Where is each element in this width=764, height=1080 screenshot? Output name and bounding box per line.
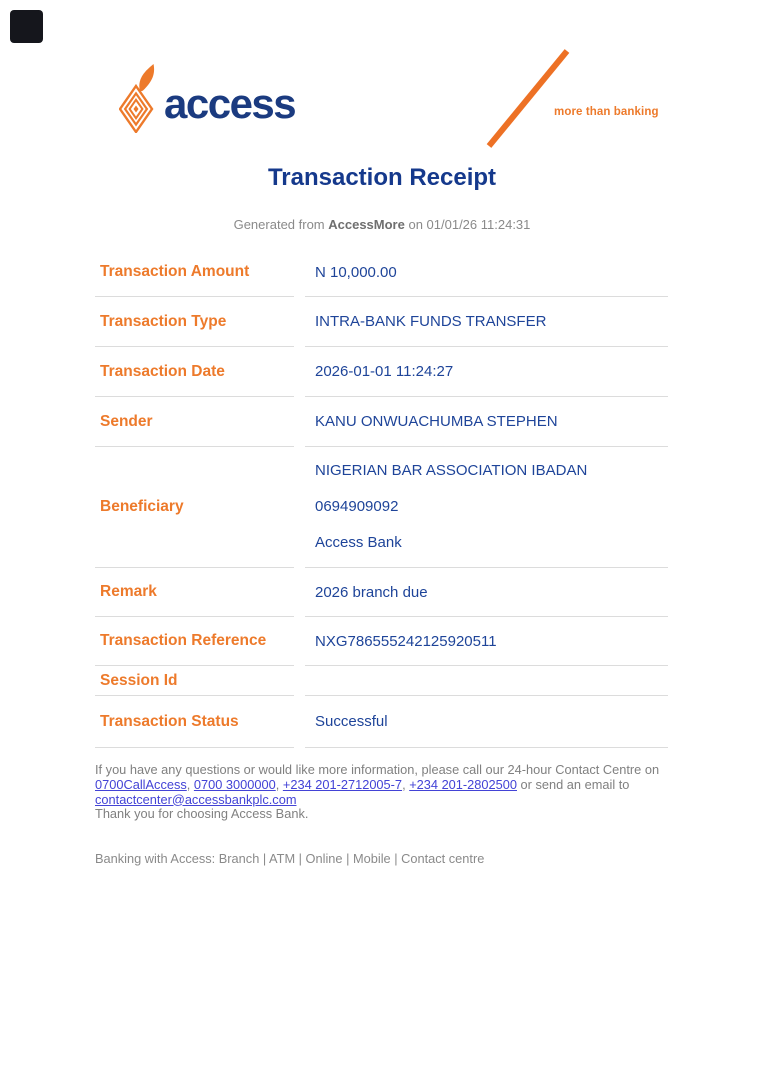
row-value: NXG786555242125920511 bbox=[305, 617, 668, 666]
table-row-remark bbox=[95, 568, 668, 617]
generated-suffix: on 01/01/26 11:24:31 bbox=[404, 217, 531, 232]
row-label: Transaction Type bbox=[95, 297, 294, 347]
phone-link-0700callaccess[interactable]: 0700CallAccess bbox=[95, 776, 187, 792]
page-title: Transaction Receipt bbox=[267, 164, 497, 191]
beneficiary-bank: Access Bank bbox=[315, 534, 402, 551]
row-value bbox=[305, 666, 668, 696]
slash-icon bbox=[482, 47, 574, 156]
row-value: 2026 branch due bbox=[305, 568, 668, 617]
row-label: Transaction Amount bbox=[95, 248, 294, 297]
beneficiary-name: NIGERIAN BAR ASSOCIATION IBADAN bbox=[315, 462, 588, 479]
table-row-beneficiary bbox=[95, 447, 668, 568]
phone-link-2802500[interactable]: +234 201-2802500 bbox=[409, 776, 517, 792]
separator: , bbox=[402, 776, 410, 792]
brand-tagline: more than banking bbox=[554, 106, 659, 118]
separator: , bbox=[275, 776, 283, 792]
table-row-transaction-status bbox=[95, 696, 668, 748]
row-value: N 10,000.00 bbox=[305, 248, 668, 297]
generated-prefix: Generated from bbox=[233, 217, 329, 232]
table-row-transaction-reference bbox=[95, 617, 668, 666]
row-label: Transaction Status bbox=[95, 696, 294, 748]
corner-square bbox=[10, 10, 43, 43]
row-label: Remark bbox=[95, 568, 294, 617]
banking-channels-line: Banking with Access: Branch | ATM | Online | Mobile | Contact centre bbox=[95, 851, 485, 866]
table-row-transaction-date bbox=[95, 347, 668, 397]
row-label: Session Id bbox=[95, 666, 294, 696]
beneficiary-account-number: 0694909092 bbox=[315, 498, 399, 515]
separator: , bbox=[186, 776, 194, 792]
row-label: Beneficiary bbox=[95, 447, 294, 568]
thanks-line: Thank you for choosing Access Bank. bbox=[95, 806, 309, 822]
receipt-table bbox=[95, 248, 668, 748]
table-row-session-id bbox=[95, 666, 668, 696]
table-row-transaction-type bbox=[95, 297, 668, 347]
email-intro: or send an email to bbox=[517, 776, 630, 792]
table-row-sender bbox=[95, 397, 668, 447]
email-link[interactable]: contactcenter@accessbankplc.com bbox=[95, 791, 297, 807]
row-value: Successful bbox=[305, 696, 668, 748]
access-logo-text: access bbox=[164, 80, 296, 127]
phone-link-0700-3000000[interactable]: 0700 3000000 bbox=[193, 776, 276, 792]
row-label: Transaction Date bbox=[95, 347, 294, 397]
row-label: Sender bbox=[95, 397, 294, 447]
row-value bbox=[305, 447, 668, 568]
generated-app-name: AccessMore bbox=[328, 217, 405, 232]
phone-link-2712005[interactable]: +234 201-2712005-7 bbox=[282, 776, 403, 792]
contact-intro: If you have any questions or would like more information, please call our 24-hour Contact Centre on bbox=[95, 762, 660, 777]
row-label: Transaction Reference bbox=[95, 617, 294, 666]
access-diamond-icon bbox=[119, 63, 163, 138]
row-value: 2026-01-01 11:24:27 bbox=[305, 347, 668, 397]
row-value: KANU ONWUACHUMBA STEPHEN bbox=[305, 397, 668, 447]
contact-info bbox=[95, 763, 680, 822]
generated-line bbox=[0, 217, 764, 232]
table-row-transaction-amount bbox=[95, 248, 668, 297]
row-value: INTRA-BANK FUNDS TRANSFER bbox=[305, 297, 668, 347]
